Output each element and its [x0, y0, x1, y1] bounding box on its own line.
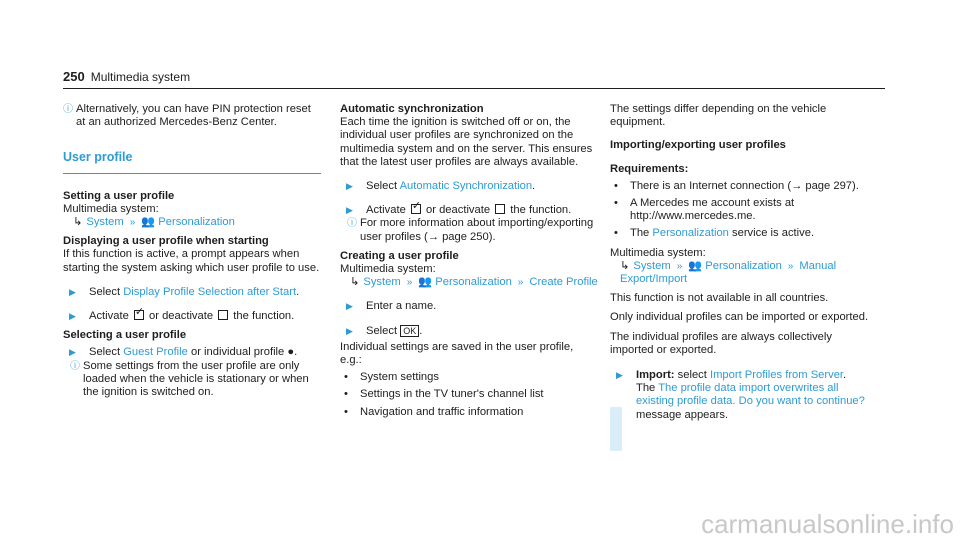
- overwrite-message: The profile data import overwrites all existing profile data. Do you want to continue?: [636, 382, 865, 408]
- display-heading: Displaying a user profile when starting: [63, 235, 269, 248]
- info-icon: ⓘ: [347, 218, 357, 230]
- checkbox-checked-icon: [411, 204, 421, 214]
- path-personalization[interactable]: Personalization: [158, 216, 235, 229]
- step-arrow-icon: ▶: [346, 205, 353, 216]
- import-profiles-link[interactable]: Import Profiles from Server: [709, 369, 844, 382]
- step-activate-2: ▶ Activate ✓ or deactivate the function.: [340, 204, 598, 217]
- person-icon: 👥: [418, 276, 433, 289]
- page-number: 250: [63, 69, 85, 84]
- step-arrow-icon: ▶: [346, 325, 353, 336]
- req-heading: Requirements:: [610, 162, 689, 175]
- section-divider: [63, 173, 321, 174]
- step-select-auto: ▶ Select Automatic Synchronization.: [340, 180, 598, 193]
- note-import: ⓘ For more information about importing/exporting user profiles (→ page 250).: [347, 217, 594, 243]
- auto-body: Each time the ignition is switched off or on, the individual user profiles are synchronized on the multimedia system and on the server. This ensures that the latest user profiles are always available.: [340, 116, 593, 168]
- step-import: ▶ Import: select Import Profiles from Server. The The profile data import overwrites all existing profile data. Do you want to continue? message appears.: [610, 369, 870, 422]
- menu-path: [63, 216, 321, 229]
- ok-key-icon: OK: [400, 325, 419, 337]
- display-body: If this function is active, a prompt appears when starting the system asking which user profile to use.: [63, 248, 320, 274]
- double-chevron-icon: »: [787, 260, 794, 272]
- path-system[interactable]: System: [633, 259, 671, 272]
- step-arrow-icon: ▶: [346, 301, 353, 312]
- personalization-link[interactable]: Personalization: [652, 227, 729, 240]
- header-title: Multimedia system: [90, 70, 191, 84]
- step-activate: ▶ Activate ✓ or deactivate the function.: [63, 310, 321, 323]
- path-create-profile[interactable]: Create Profile: [529, 276, 598, 289]
- section-title: User profile: [63, 150, 133, 165]
- step-arrow-icon: ▶: [616, 370, 623, 381]
- path-personalization[interactable]: Personalization: [705, 259, 782, 272]
- note-pin: ⓘ Alternatively, you can have PIN protection reset at an authorized Mercedes-Benz Center.: [63, 103, 311, 129]
- watermark: carmanualsonline.info: [701, 508, 954, 539]
- menu-path-export: [610, 260, 870, 286]
- person-icon: 👥: [141, 216, 156, 229]
- setting-heading: Setting a user profile: [63, 189, 175, 202]
- import-heading: Importing/exporting user profiles: [610, 139, 786, 152]
- double-chevron-icon: »: [129, 217, 136, 229]
- avail-text: This function is not available in all countries.: [610, 292, 829, 305]
- checkbox-checked-icon: [134, 310, 144, 320]
- list-item: • The Personalization service is active.: [614, 227, 815, 240]
- note-settings: ⓘ Some settings from the user profile are only loaded when the vehicle is stationary or when the ignition is switched on.: [70, 359, 309, 399]
- info-icon: ⓘ: [70, 360, 80, 372]
- checkbox-empty-icon: [495, 204, 505, 214]
- list-item: • A Mercedes me account exists at http://www.mercedes.me.: [614, 197, 795, 223]
- list-item: • Navigation and traffic information: [344, 405, 524, 418]
- list-item: • There is an Internet connection (→ page 297).: [614, 179, 859, 192]
- step-enter-name: ▶ Enter a name.: [340, 300, 598, 313]
- path-personalization[interactable]: Personalization: [435, 276, 512, 289]
- step-select-ok: ▶ Select OK .: [340, 325, 598, 338]
- only-text: Only individual profiles can be imported or exported.: [610, 311, 869, 324]
- column-3: [610, 103, 870, 422]
- path-manual-export[interactable]: Manual Export/Import: [620, 259, 837, 286]
- auto-heading: Automatic synchronization: [340, 103, 484, 115]
- column-2: [340, 103, 598, 419]
- display-profile-link[interactable]: Display Profile Selection after Start: [123, 285, 297, 298]
- hook-arrow-icon: ↳: [350, 276, 360, 289]
- step-select-display: ▶ Select Display Profile Selection after Start.: [63, 286, 321, 299]
- path-system[interactable]: System: [363, 276, 401, 289]
- info-icon: ⓘ: [63, 104, 73, 115]
- create-heading: Creating a user profile: [340, 249, 459, 262]
- column-1: [63, 103, 321, 399]
- checkbox-empty-icon: [218, 310, 228, 320]
- page-header: [63, 70, 190, 84]
- select-heading: Selecting a user profile: [63, 329, 187, 342]
- intro: The settings differ depending on the vehicle equipment.: [610, 103, 827, 129]
- multimedia-label: Multimedia system:: [63, 202, 159, 215]
- list-item: • System settings: [344, 371, 439, 384]
- person-icon: 👥: [688, 259, 703, 272]
- list-item: • Settings in the TV tuner's channel list: [344, 388, 544, 401]
- multimedia-label: Multimedia system:: [340, 263, 436, 276]
- menu-path-create: [340, 276, 598, 289]
- header-divider: [63, 88, 885, 89]
- double-chevron-icon: »: [406, 277, 413, 289]
- hook-arrow-icon: ↳: [73, 216, 83, 229]
- step-arrow-icon: ▶: [346, 181, 353, 192]
- hook-arrow-icon: ↳: [620, 259, 630, 272]
- double-chevron-icon: »: [517, 277, 524, 289]
- multimedia-label: Multimedia system:: [610, 246, 706, 259]
- path-system[interactable]: System: [86, 216, 124, 229]
- step-arrow-icon: ▶: [69, 286, 76, 297]
- guest-profile-link[interactable]: Guest Profile: [123, 346, 188, 359]
- saved-body: Individual settings are saved in the user profile, e.g.:: [340, 340, 574, 367]
- step-arrow-icon: ▶: [69, 347, 76, 358]
- step-select-guest: ▶ Select Guest Profile or individual profile ●.: [63, 346, 321, 359]
- always-text: The individual profiles are always collectively imported or exported.: [610, 330, 832, 356]
- step-arrow-icon: ▶: [69, 311, 76, 322]
- double-chevron-icon: »: [676, 260, 683, 272]
- auto-sync-link[interactable]: Automatic Synchronization: [399, 180, 533, 193]
